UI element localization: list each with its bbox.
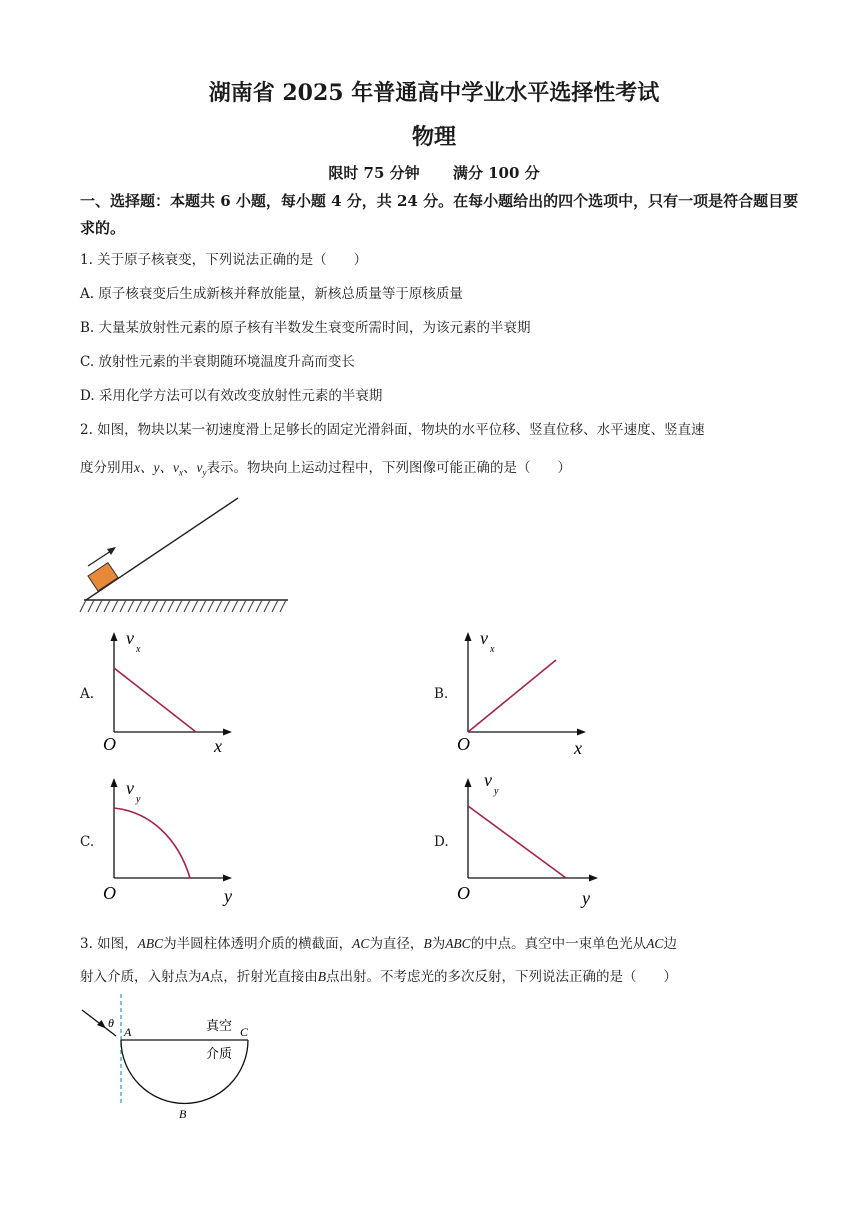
svg-text:y: y [136,794,141,805]
q1-option-c: C. 放射性元素的半衰期随环境温度升高而变长 [80,354,355,370]
exam-title: 湖南省 2025 年普通高中学业水平选择性考试 [208,80,660,106]
graph-d-label: D. [434,834,449,850]
graph-b-ylabel: v [480,628,488,648]
svg-text:x: x [136,644,141,655]
graph-d-origin: O [457,883,470,903]
graph-a-xlabel: x [214,736,222,756]
section-heading: 一、选择题：本题共 6 小题，每小题 4 分，共 24 分。在每小题给出的四个选项中，只有一项是符合题目要求的。 [80,192,799,237]
graph-c-ylabel: v [126,778,134,798]
graph-c [98,772,248,908]
q1-option-b: B. 大量某放射性元素的原子核有半数发生衰变所需时间，为该元素的半衰期 [80,320,531,336]
label-theta: θ [108,1016,114,1030]
incident-ray-arrowhead [97,1020,106,1029]
semicircle-figure [74,990,264,1125]
q1-option-d: D. 采用化学方法可以有效改变放射性元素的半衰期 [80,388,383,404]
velocity-arrowhead [107,547,116,555]
label-medium: 介质 [206,1046,233,1061]
graph-d [452,772,612,908]
subject-title: 物理 [411,124,456,150]
svg-text:y: y [494,786,499,797]
graph-a [98,626,248,758]
graph-a-label: A. [80,686,95,702]
graph-b-label: B. [434,686,449,702]
exam-meta [0,162,868,183]
graph-b-xlabel: x [574,738,582,758]
graph-d-ylabel: v [484,772,492,790]
incline-figure [78,494,293,618]
q3-stem-line1: 3. 如图，ABC为半圆柱体透明介质的横截面，AC为直径，B为ABC的中点。真空中一束单色光从AC边 [80,936,677,952]
graph-c-curve [114,808,190,878]
graph-a-origin: O [103,734,116,754]
ground-hatch [80,600,286,612]
full-score: 满分 100 分 [452,164,540,182]
q3-stem-line2: 射入介质，入射点为A点，折射光直接由B点出射。不考虑光的多次反射，下列说法正确的是（ ） [80,969,677,985]
graph-c-label: C. [80,834,95,850]
label-c: C [240,1025,249,1039]
graph-c-xlabel: y [224,886,232,906]
time-limit: 限时 75 分钟 [328,164,420,182]
label-a: A [124,1025,132,1039]
graph-b-line [468,660,556,732]
graph-b-origin: O [457,734,470,754]
label-vacuum: 真空 [206,1018,233,1033]
graph-d-line [468,806,566,878]
sliding-block [88,563,118,591]
label-b: B [179,1107,187,1121]
graph-d-xlabel: y [582,888,590,908]
q2-stem-line1: 2. 如图，物块以某一初速度滑上足够长的固定光滑斜面，物块的水平位移、竖直位移、水平速度、竖直速 [80,422,705,438]
q1-stem: 1. 关于原子核衰变，下列说法正确的是（ ） [80,252,368,268]
svg-text:x: x [490,644,495,655]
graph-c-origin: O [103,883,116,903]
q2-vars: x、y、 [134,460,173,475]
q1-option-a: A. 原子核衰变后生成新核并释放能量，新核总质量等于原核质量 [80,286,463,302]
graph-a-ylabel: v [126,628,134,648]
graph-b [452,626,602,758]
q2-stem-line2: 度分别用x、y、$v_x$、$v_y$表示。物块向上运动过程中，下列图像可能正确的是（ ） [80,460,571,478]
graph-a-line [114,668,196,732]
